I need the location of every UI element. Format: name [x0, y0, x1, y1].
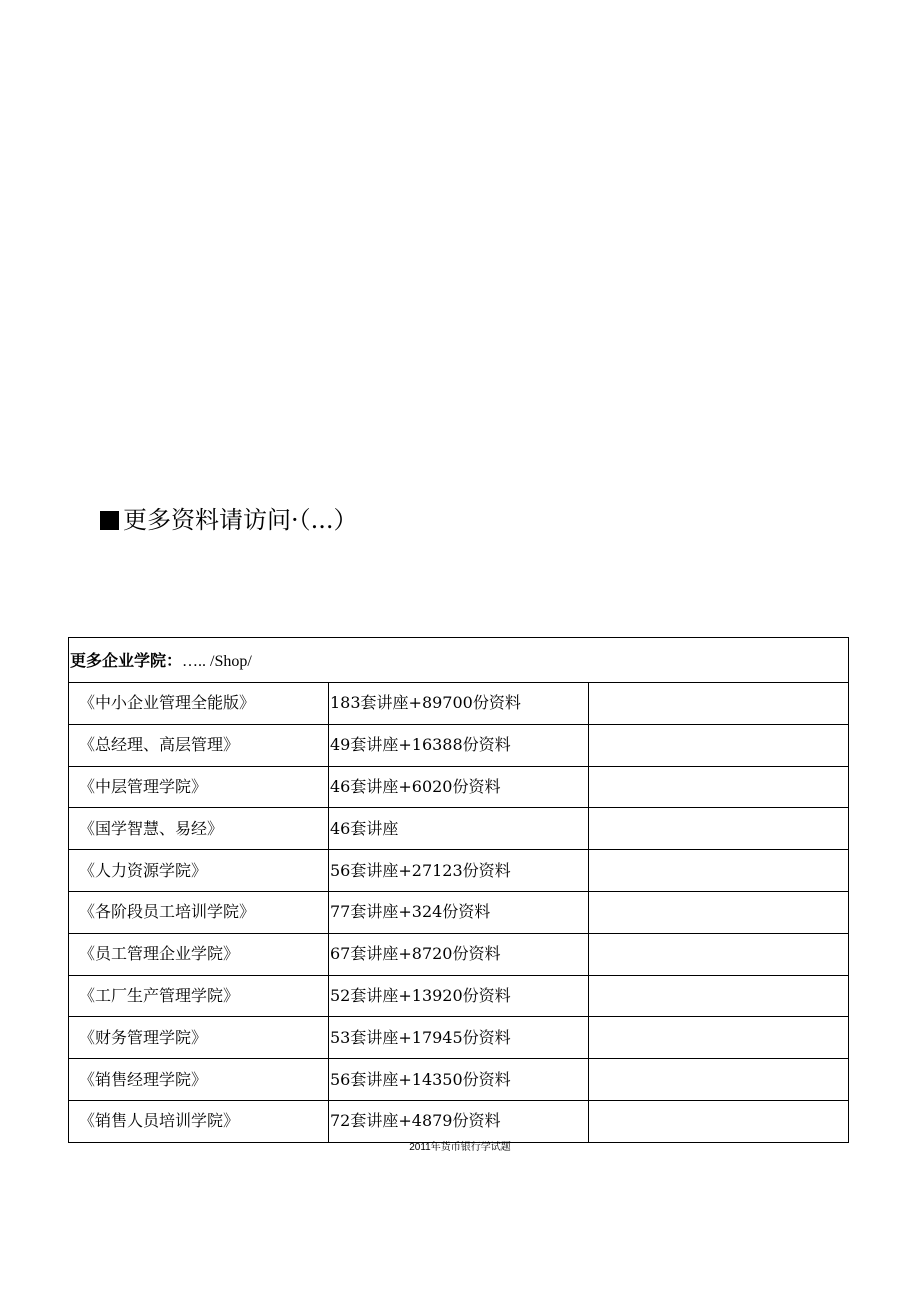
empty-cell [589, 808, 849, 850]
empty-cell [589, 891, 849, 933]
table-row [69, 1100, 849, 1142]
course-count-cell: 183套讲座+89700份资料 [329, 683, 589, 725]
footer-caption: 2011年货币银行学试题 [409, 1142, 511, 1153]
table-row [69, 850, 849, 892]
course-name-cell: 《国学智慧、易经》 [69, 808, 329, 850]
empty-cell [589, 1017, 849, 1059]
empty-cell [589, 766, 849, 808]
table-row [69, 766, 849, 808]
table-row [69, 683, 849, 725]
table-header-row [69, 638, 849, 683]
table-row [69, 933, 849, 975]
table-row [69, 891, 849, 933]
course-name-cell: 《人力资源学院》 [69, 850, 329, 892]
course-count-cell: 72套讲座+4879份资料 [329, 1100, 589, 1142]
header-url-link[interactable]: ….. /Shop/ [182, 653, 252, 670]
course-count-cell: 77套讲座+324份资料 [329, 891, 589, 933]
course-count-cell: 67套讲座+8720份资料 [329, 933, 589, 975]
course-count-cell: 49套讲座+16388份资料 [329, 724, 589, 766]
empty-cell [589, 1059, 849, 1101]
empty-cell [589, 1100, 849, 1142]
empty-cell [589, 933, 849, 975]
course-count-cell: 46套讲座 [329, 808, 589, 850]
course-count-cell: 53套讲座+17945份资料 [329, 1017, 589, 1059]
square-bullet-icon [100, 511, 119, 530]
course-name-cell: 《员工管理企业学院》 [69, 933, 329, 975]
course-name-cell: 《工厂生产管理学院》 [69, 975, 329, 1017]
table-row [69, 1017, 849, 1059]
course-name-cell: 《各阶段员工培训学院》 [69, 891, 329, 933]
course-name-cell: 《销售经理学院》 [69, 1059, 329, 1101]
table-row [69, 975, 849, 1017]
course-name-cell: 《财务管理学院》 [69, 1017, 329, 1059]
empty-cell [589, 683, 849, 725]
course-name-cell: 《销售人员培训学院》 [69, 1100, 329, 1142]
empty-cell [589, 975, 849, 1017]
course-count-cell: 56套讲座+14350份资料 [329, 1059, 589, 1101]
table-row [69, 724, 849, 766]
table-row [69, 1059, 849, 1101]
course-count-cell: 56套讲座+27123份资料 [329, 850, 589, 892]
table-header-cell [69, 638, 849, 683]
empty-cell [589, 850, 849, 892]
visit-text: 更多资料请访问·（...） [123, 506, 358, 534]
header-label: 更多企业学院： [70, 651, 183, 670]
course-table [68, 637, 849, 1143]
course-count-cell: 46套讲座+6020份资料 [329, 766, 589, 808]
visit-notice [100, 503, 358, 537]
course-name-cell: 《总经理、高层管理》 [69, 724, 329, 766]
empty-cell [589, 724, 849, 766]
course-name-cell: 《中层管理学院》 [69, 766, 329, 808]
course-count-cell: 52套讲座+13920份资料 [329, 975, 589, 1017]
table-row [69, 808, 849, 850]
course-name-cell: 《中小企业管理全能版》 [69, 683, 329, 725]
